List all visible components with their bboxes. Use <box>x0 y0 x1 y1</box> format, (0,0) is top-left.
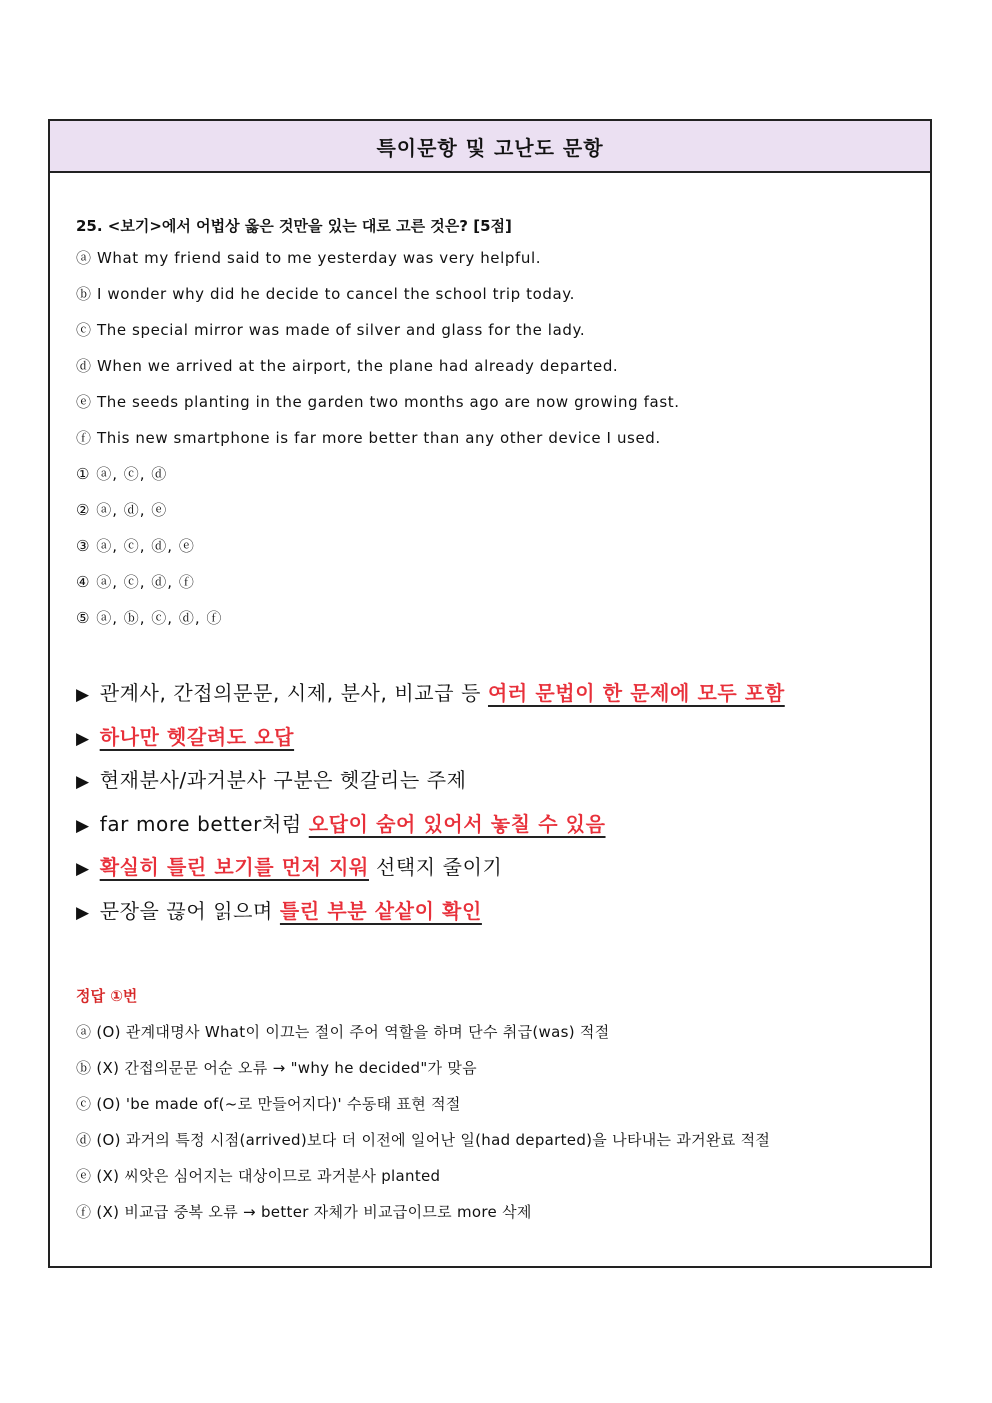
explanation-c: ⓒ (O) 'be made of(~로 만들어지다)' 수동태 표현 적절 <box>76 1095 461 1113</box>
tip-highlight: 하나만 헷갈려도 오답 <box>99 724 295 749</box>
tip-item <box>76 678 906 722</box>
triangle-bullet-icon: ▶ <box>76 772 90 792</box>
statement-b: ⓑ I wonder why did he decide to cancel the school trip today. <box>76 285 575 303</box>
choice-1: ① ⓐ, ⓒ, ⓓ <box>76 465 168 483</box>
tip-highlight: 여러 문법이 한 문제에 모두 포함 <box>487 681 785 705</box>
tip-text: 관계사, 간접의문문, 시제, 분사, 비교급 등 <box>99 681 488 705</box>
tip-item <box>76 809 906 853</box>
explanation-e: ⓔ (X) 씨앗은 심어지는 대상이므로 과거분사 planted <box>76 1167 441 1185</box>
statement-list <box>76 250 906 466</box>
statement-e: ⓔ The seeds planting in the garden two months ago are now growing fast. <box>76 393 680 411</box>
choice-4: ④ ⓐ, ⓒ, ⓓ, ⓕ <box>76 573 195 591</box>
tip-text: 현재분사/과거분사 구분은 헷갈리는 주제 <box>99 768 467 792</box>
tip-text: 선택지 줄이기 <box>368 855 503 879</box>
tip-text: far more better처럼 <box>99 811 309 836</box>
tip-text: 문장을 끊어 읽으며 <box>99 898 280 923</box>
tip-item <box>76 852 906 896</box>
triangle-bullet-icon: ▶ <box>76 859 90 879</box>
explanation-f: ⓕ (X) 비교급 중복 오류 → better 자체가 비교급이므로 more 삭제 <box>76 1203 532 1221</box>
choice-list <box>76 466 906 646</box>
statement-d: ⓓ When we arrived at the airport, the plane had already departed. <box>76 357 619 375</box>
triangle-bullet-icon: ▶ <box>76 728 90 749</box>
statement-f: ⓕ This new smartphone is far more better than any other device I used. <box>76 429 661 447</box>
triangle-bullet-icon: ▶ <box>76 815 90 836</box>
box-title: 특이문항 및 고난도 문항 <box>376 135 604 160</box>
tip-highlight: 틀린 부분 샅샅이 확인 <box>279 898 482 923</box>
answer-section <box>76 988 906 1240</box>
choice-2: ② ⓐ, ⓓ, ⓔ <box>76 501 168 519</box>
answer-title: 정답 ①번 <box>76 987 138 1005</box>
triangle-bullet-icon: ▶ <box>76 685 90 705</box>
question-content <box>76 214 906 1240</box>
choice-5: ⑤ ⓐ, ⓑ, ⓒ, ⓓ, ⓕ <box>76 609 223 627</box>
box-header <box>50 121 930 173</box>
tip-highlight: 오답이 숨어 있어서 놓칠 수 있음 <box>308 811 606 836</box>
tip-item <box>76 722 906 766</box>
explanation-b: ⓑ (X) 간접의문문 어순 오류 → "why he decided"가 맞음 <box>76 1059 477 1077</box>
tip-list <box>76 678 906 939</box>
statement-c: ⓒ The special mirror was made of silver and glass for the lady. <box>76 321 586 339</box>
tip-highlight: 확실히 틀린 보기를 먼저 지워 <box>99 855 369 879</box>
explanation-a: ⓐ (O) 관계대명사 What이 이끄는 절이 주어 역할을 하며 단수 취급(was) 적절 <box>76 1023 610 1041</box>
tip-item <box>76 765 906 809</box>
statement-a: ⓐ What my friend said to me yesterday was very helpful. <box>76 249 542 267</box>
choice-3: ③ ⓐ, ⓒ, ⓓ, ⓔ <box>76 537 195 555</box>
explanation-d: ⓓ (O) 과거의 특정 시점(arrived)보다 더 이전에 일어난 일(had departed)을 나타내는 과거완료 적절 <box>76 1131 771 1149</box>
triangle-bullet-icon: ▶ <box>76 902 90 923</box>
question-title: 25. <보기>에서 어법상 옳은 것만을 있는 대로 고른 것은? [5점] <box>76 217 512 235</box>
tip-item <box>76 896 906 940</box>
